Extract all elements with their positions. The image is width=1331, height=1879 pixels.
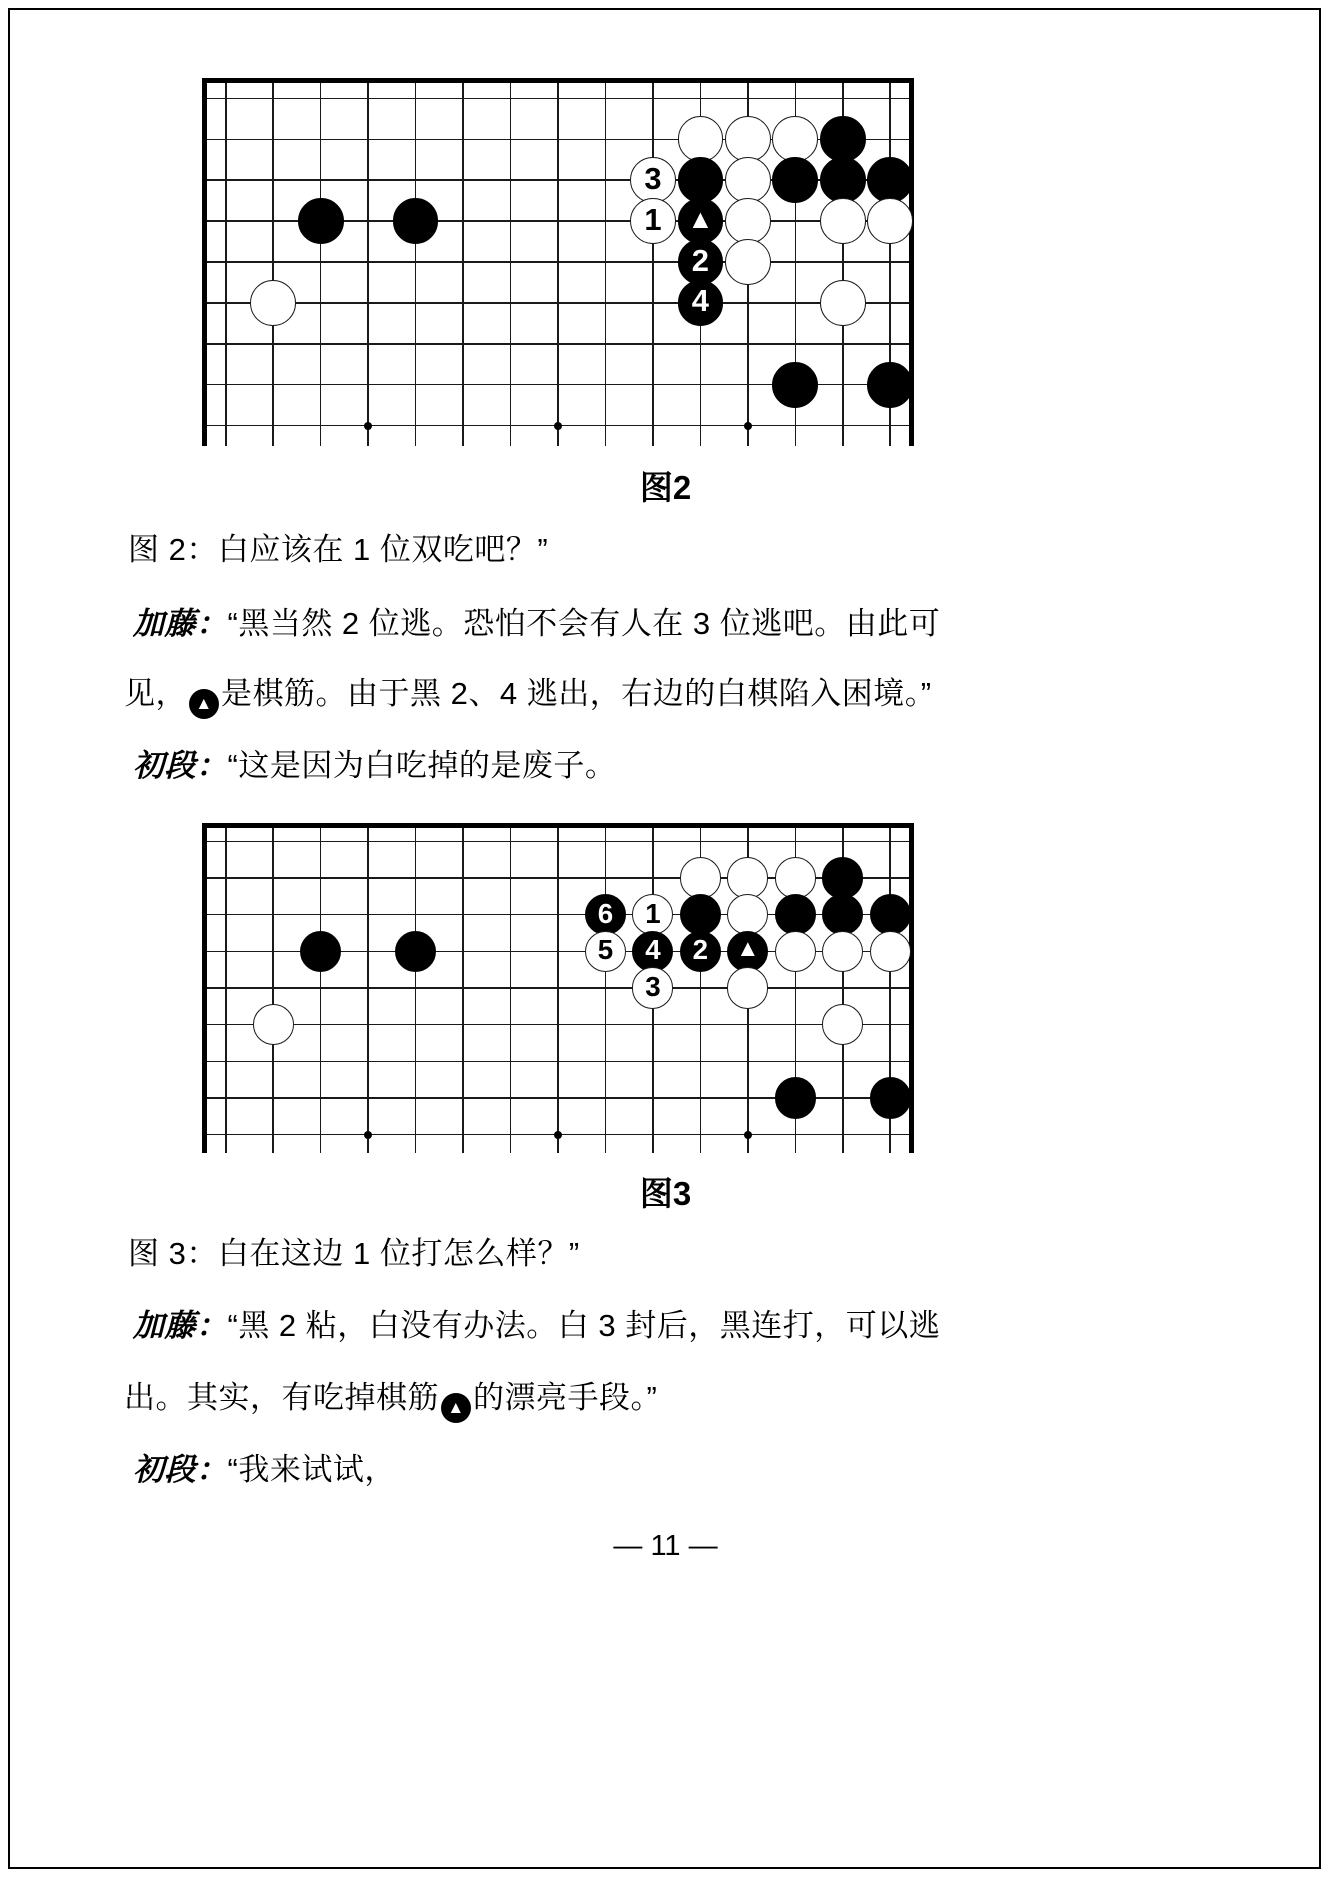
go-stone-black: [678, 157, 724, 203]
go-stone-white-3: [630, 157, 676, 203]
board-grid-line-vertical: [510, 823, 512, 1153]
go-stone-black-4: [678, 280, 724, 326]
go-stone-white: [727, 857, 768, 898]
fig2-line-2-body: “黑当然 2 位逃。恐怕不会有人在 3 位逃吧。由此可: [227, 606, 941, 641]
board-star-point: [554, 422, 562, 430]
figure-2-caption: 图2: [639, 469, 692, 506]
fig2-text-line-4: [133, 740, 616, 785]
stone-move-number: 1: [644, 201, 662, 237]
board-grid-line-vertical: [652, 78, 654, 446]
board-grid-line-vertical: [462, 823, 464, 1153]
go-stone-white: [822, 1004, 863, 1045]
page-number: — 11 —: [613, 1530, 718, 1562]
stone-move-number: 2: [692, 934, 709, 966]
stone-triangle-marker: ▲: [736, 935, 760, 962]
go-stone-white: [727, 967, 768, 1008]
go-stone-white: [678, 116, 724, 162]
board-edge-left: [202, 78, 207, 446]
fig3-line-3-pre: 出。其实，有吃掉棋筋: [124, 1380, 439, 1415]
go-stone-white: [250, 280, 296, 326]
board-grid-line-vertical: [605, 78, 607, 446]
go-stone-black: [395, 931, 436, 972]
stone-move-number: 4: [691, 283, 709, 319]
go-stone-black: [298, 198, 344, 244]
speaker-shodan-2: 初段：: [133, 1452, 228, 1487]
board-star-point: [744, 1131, 752, 1139]
go-stone-black-2: [678, 239, 724, 285]
fig2-line-3-pre: 见，: [124, 676, 187, 711]
go-stone-black: [820, 157, 866, 203]
go-stone-white: [867, 198, 913, 244]
board-edge-top: [202, 78, 914, 83]
stone-triangle-marker: ▲: [687, 203, 714, 234]
board-star-point: [364, 422, 372, 430]
board-grid-line-vertical: [225, 78, 227, 446]
go-stone-black: [820, 116, 866, 162]
figure-3-caption: 图3: [639, 1175, 692, 1212]
fig3-line-2-body: “黑 2 粘，白没有办法。白 3 封后，黑连打，可以逃: [227, 1308, 941, 1343]
fig3-line-4-body: “我来试试，: [227, 1452, 396, 1487]
board-grid-line-vertical: [367, 823, 369, 1153]
board-grid-line-vertical: [320, 823, 322, 1153]
fig3-text-line-1: 图 3：白在这边 1 位打怎么样？”: [128, 1236, 580, 1271]
fig2-line-4-body: “这是因为白吃掉的是废子。: [227, 748, 617, 783]
stone-move-number: 3: [644, 160, 662, 196]
go-stone-black-6: [585, 894, 626, 935]
go-stone-black-2: [680, 931, 721, 972]
stone-move-number: 1: [645, 897, 661, 929]
go-stone-white: [775, 931, 816, 972]
go-stone-black-4: [632, 931, 673, 972]
go-stone-black: [300, 931, 341, 972]
board-grid-line-vertical: [367, 78, 369, 446]
board-grid-line-vertical: [320, 78, 322, 446]
go-stone-white: [772, 116, 818, 162]
board-edge-left: [202, 823, 207, 1153]
go-stone-white-3: [632, 967, 673, 1008]
triangle-stone-icon-2: ▲: [441, 1393, 471, 1423]
board-grid-line-vertical: [272, 823, 274, 1153]
go-stone-white: [775, 857, 816, 898]
board-grid-line-vertical: [225, 823, 227, 1153]
board-grid-line-vertical: [605, 823, 607, 1153]
go-stone-black: [870, 1077, 911, 1118]
go-stone-white: [870, 931, 911, 972]
speaker-kato-2: 加藤：: [133, 1308, 228, 1343]
go-stone-white: [725, 198, 771, 244]
fig2-text-line-3: [124, 668, 932, 719]
go-stone-white-1: [632, 894, 673, 935]
go-stone-white: [680, 857, 721, 898]
fig3-line-3-post: 的漂亮手段。”: [473, 1380, 658, 1415]
go-stone-black: [393, 198, 439, 244]
go-stone-white: [727, 894, 768, 935]
go-stone-black: [775, 1077, 816, 1118]
go-stone-white: [822, 931, 863, 972]
go-stone-white: [725, 239, 771, 285]
board-grid-line-vertical: [510, 78, 512, 446]
go-stone-white: [253, 1004, 294, 1045]
board-star-point: [364, 1131, 372, 1139]
go-stone-black: [822, 857, 863, 898]
fig3-text-line-2: [133, 1300, 940, 1345]
stone-move-number: 5: [597, 934, 614, 966]
board-grid-line-vertical: [415, 78, 417, 446]
go-stone-black: [772, 362, 818, 408]
go-stone-black-marked: [727, 931, 768, 972]
go-stone-white: [725, 157, 771, 203]
stone-move-number: 4: [645, 934, 661, 966]
go-stone-black: [775, 894, 816, 935]
stone-move-number: 6: [597, 897, 614, 929]
go-stone-black: [772, 157, 818, 203]
go-stone-white: [820, 280, 866, 326]
go-stone-white-1: [630, 198, 676, 244]
board-grid-line-vertical: [272, 78, 274, 446]
go-stone-black: [822, 894, 863, 935]
speaker-shodan: 初段：: [133, 748, 228, 783]
triangle-stone-icon: ▲: [189, 689, 219, 719]
go-stone-white-5: [585, 931, 626, 972]
board-grid-line-vertical: [462, 78, 464, 446]
board-grid-line-vertical: [557, 823, 559, 1153]
go-stone-black: [870, 894, 911, 935]
go-stone-white: [725, 116, 771, 162]
go-stone-black-marked: [678, 198, 724, 244]
go-stone-black: [867, 157, 913, 203]
board-star-point: [744, 422, 752, 430]
fig2-line-3-post: 是棋筋。由于黑 2、4 逃出，右边的白棋陷入困境。”: [221, 676, 932, 711]
go-board-figure-2: [202, 78, 914, 446]
go-stone-white: [820, 198, 866, 244]
go-stone-black: [680, 894, 721, 935]
board-grid-line-vertical: [415, 823, 417, 1153]
stone-move-number: 2: [691, 242, 709, 278]
fig3-text-line-4: [133, 1444, 396, 1489]
fig2-text-line-2: [133, 598, 940, 643]
go-stone-black: [867, 362, 913, 408]
go-board-figure-3: [202, 823, 914, 1153]
board-grid-line-vertical: [557, 78, 559, 446]
fig3-text-line-3: [124, 1372, 657, 1423]
stone-move-number: 3: [645, 971, 661, 1003]
board-edge-top: [202, 823, 914, 828]
speaker-kato: 加藤：: [133, 606, 228, 641]
fig2-text-line-1: 图 2：白应该在 1 位双吃吧？”: [128, 532, 549, 567]
board-star-point: [554, 1131, 562, 1139]
